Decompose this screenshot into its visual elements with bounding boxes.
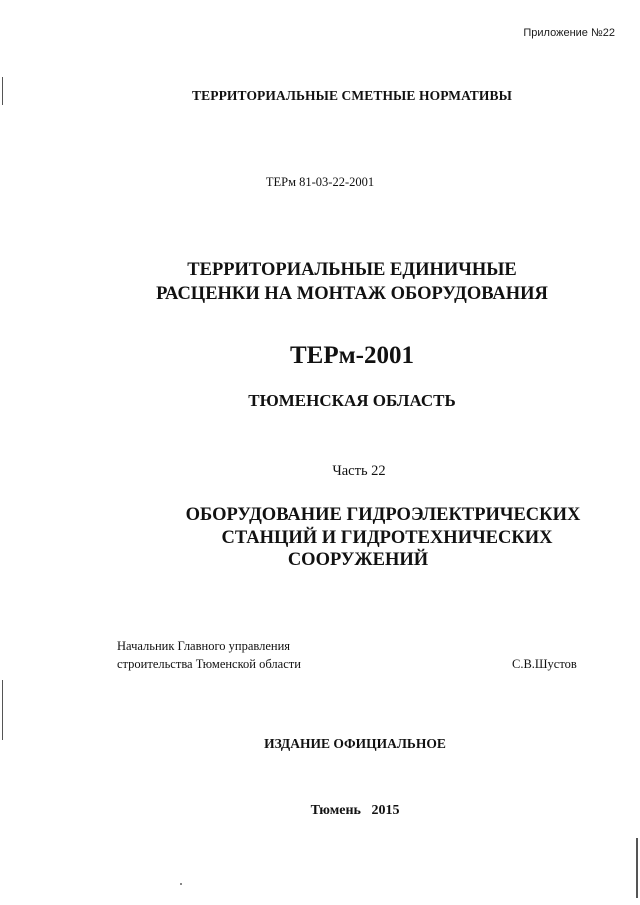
city: Тюмень xyxy=(310,803,361,818)
part-title xyxy=(0,504,640,572)
region-title: ТЮМЕНСКАЯ ОБЛАСТЬ xyxy=(248,391,456,410)
main-title-line-1: ТЕРРИТОРИАЛЬНЫЕ ЕДИНИЧНЫЕ xyxy=(187,260,517,280)
appendix-label: Приложение №22 xyxy=(523,27,615,39)
official-position-line-2: строительства Тюменской области xyxy=(117,657,301,671)
short-code: ТЕРм-2001 xyxy=(290,342,414,369)
official-position-line-1: Начальник Главного управления xyxy=(117,639,291,653)
document-code: ТЕРм 81-03-22-2001 xyxy=(265,175,375,189)
header-title: ТЕРРИТОРИАЛЬНЫЕ СМЕТНЫЕ НОРМАТИВЫ xyxy=(192,88,512,103)
part-number: Часть 22 xyxy=(332,463,386,479)
official-name: С.В.Шустов xyxy=(512,657,577,671)
scan-speck xyxy=(180,883,182,885)
scan-edge-mark xyxy=(2,77,3,105)
edition-label: ИЗДАНИЕ ОФИЦИАЛЬНОЕ xyxy=(264,736,446,751)
part-title-line-3: СООРУЖЕНИЙ xyxy=(287,550,429,570)
part-title-line-2: СТАНЦИЙ И ГИДРОТЕХНИЧЕСКИХ xyxy=(221,527,553,548)
year: 2015 xyxy=(371,803,400,818)
main-title-line-2: РАСЦЕНКИ НА МОНТАЖ ОБОРУДОВАНИЯ xyxy=(156,284,548,304)
scan-edge-mark xyxy=(636,838,638,898)
part-title-line-1: ОБОРУДОВАНИЕ ГИДРОЭЛЕКТРИЧЕСКИХ xyxy=(185,505,581,525)
main-title xyxy=(0,258,640,306)
city-year xyxy=(0,803,640,819)
scan-edge-mark xyxy=(2,680,3,740)
